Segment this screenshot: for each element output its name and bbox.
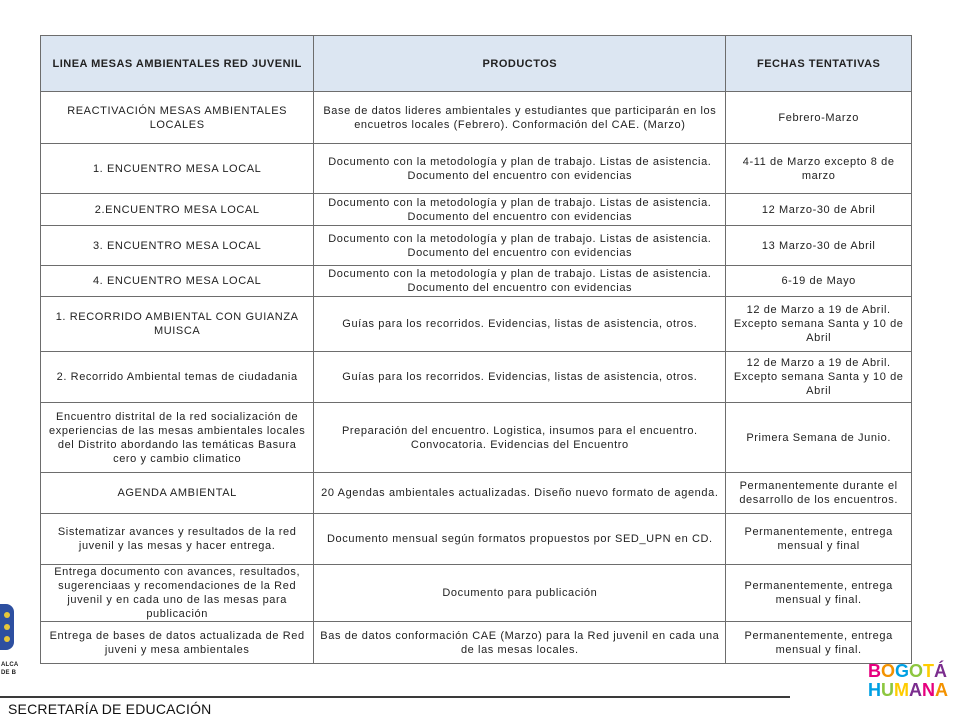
table-header-row — [41, 36, 912, 92]
cell-linea: 1. ENCUENTRO MESA LOCAL — [41, 144, 314, 194]
cell-linea: Entrega documento con avances, resultados, sugerenciaas y recomendaciones de la Red juvenil y en cada uno de las mesas para publicación — [41, 565, 314, 622]
table-row — [41, 352, 912, 403]
footer-department: SECRETARÍA DE EDUCACIÓN — [8, 701, 212, 717]
bogota-humana-logo — [868, 661, 948, 714]
table-row — [41, 226, 912, 266]
seal-text-line1: ALCA — [1, 662, 19, 668]
table-row — [41, 194, 912, 226]
cell-fecha: Permanentemente, entrega mensual y final. — [726, 565, 912, 622]
cell-fecha: Primera Semana de Junio. — [726, 403, 912, 473]
cell-fecha: 4-11 de Marzo excepto 8 de marzo — [726, 144, 912, 194]
table-row — [41, 473, 912, 514]
table-row — [41, 266, 912, 297]
cell-producto: Documento con la metodología y plan de trabajo. Listas de asistencia. Documento del encuentro con evidencias — [314, 266, 726, 297]
header-fechas: FECHAS TENTATIVAS — [726, 36, 912, 92]
cell-linea: 2.ENCUENTRO MESA LOCAL — [41, 194, 314, 226]
table-row — [41, 92, 912, 144]
cell-linea: 4. ENCUENTRO MESA LOCAL — [41, 266, 314, 297]
logo-line-1: BOGOTÁ — [868, 661, 948, 681]
cell-linea: 1. RECORRIDO AMBIENTAL CON GUIANZA MUISCA — [41, 297, 314, 352]
cell-producto: Base de datos lideres ambientales y estudiantes que participarán en los encuetros locales (Febrero). Conformación del CAE. (Marzo) — [314, 92, 726, 144]
cell-fecha: 12 Marzo-30 de Abril — [726, 194, 912, 226]
cell-producto: Guías para los recorridos. Evidencias, listas de asistencia, otros. — [314, 352, 726, 403]
cell-linea: 3. ENCUENTRO MESA LOCAL — [41, 226, 314, 266]
cell-fecha: 6-19 de Mayo — [726, 266, 912, 297]
cell-producto: Documento para publicación — [314, 565, 726, 622]
cell-linea: 2. Recorrido Ambiental temas de ciudadania — [41, 352, 314, 403]
table-row — [41, 403, 912, 473]
table-row — [41, 297, 912, 352]
seal-text-line2: DE B — [1, 670, 17, 676]
cell-producto: Documento con la metodología y plan de trabajo. Listas de asistencia. Documento del encuentro con evidencias — [314, 194, 726, 226]
cell-fecha: 12 de Marzo a 19 de Abril. Excepto semana Santa y 10 de Abril — [726, 297, 912, 352]
footer-divider — [0, 696, 790, 698]
cell-linea: REACTIVACIÓN MESAS AMBIENTALES LOCALES — [41, 92, 314, 144]
cell-producto: Documento con la metodología y plan de trabajo. Listas de asistencia. Documento del encuentro con evidencias — [314, 226, 726, 266]
cell-linea: AGENDA AMBIENTAL — [41, 473, 314, 514]
cell-linea: Encuentro distrital de la red socialización de experiencias de las mesas ambientales locales del Distrito abordando las temáticas Basura cero y cambio climatico — [41, 403, 314, 473]
logo-line-2: HUMANA — [868, 680, 948, 700]
alcaldia-seal — [0, 600, 40, 680]
cell-fecha: 12 de Marzo a 19 de Abril. Excepto semana Santa y 10 de Abril — [726, 352, 912, 403]
cell-producto: 20 Agendas ambientales actualizadas. Diseño nuevo formato de agenda. — [314, 473, 726, 514]
cell-producto: Bas de datos conformación CAE (Marzo) para la Red juvenil en cada una de las mesas locales. — [314, 622, 726, 664]
cell-producto: Guías para los recorridos. Evidencias, listas de asistencia, otros. — [314, 297, 726, 352]
cell-producto: Documento con la metodología y plan de trabajo. Listas de asistencia. Documento del encuentro con evidencias — [314, 144, 726, 194]
header-linea: LINEA MESAS AMBIENTALES RED JUVENIL — [41, 36, 314, 92]
cell-fecha: Febrero-Marzo — [726, 92, 912, 144]
cell-linea: Entrega de bases de datos actualizada de Red juveni y mesa ambientales — [41, 622, 314, 664]
cell-fecha: 13 Marzo-30 de Abril — [726, 226, 912, 266]
table-row — [41, 565, 912, 622]
header-productos: PRODUCTOS — [314, 36, 726, 92]
activities-table — [40, 35, 912, 664]
cell-fecha: Permanentemente durante el desarrollo de los encuentros. — [726, 473, 912, 514]
cell-fecha: Permanentemente, entrega mensual y final — [726, 514, 912, 565]
shield-emblem-icon — [0, 604, 14, 650]
table-row — [41, 622, 912, 664]
table-row — [41, 144, 912, 194]
cell-producto: Preparación del encuentro. Logistica, insumos para el encuentro. Convocatoria. Evidencias del Encuentro — [314, 403, 726, 473]
cell-producto: Documento mensual según formatos propuestos por SED_UPN en CD. — [314, 514, 726, 565]
table-row — [41, 514, 912, 565]
cell-linea: Sistematizar avances y resultados de la red juvenil y las mesas y hacer entrega. — [41, 514, 314, 565]
cell-fecha: Permanentemente, entrega mensual y final. — [726, 622, 912, 664]
